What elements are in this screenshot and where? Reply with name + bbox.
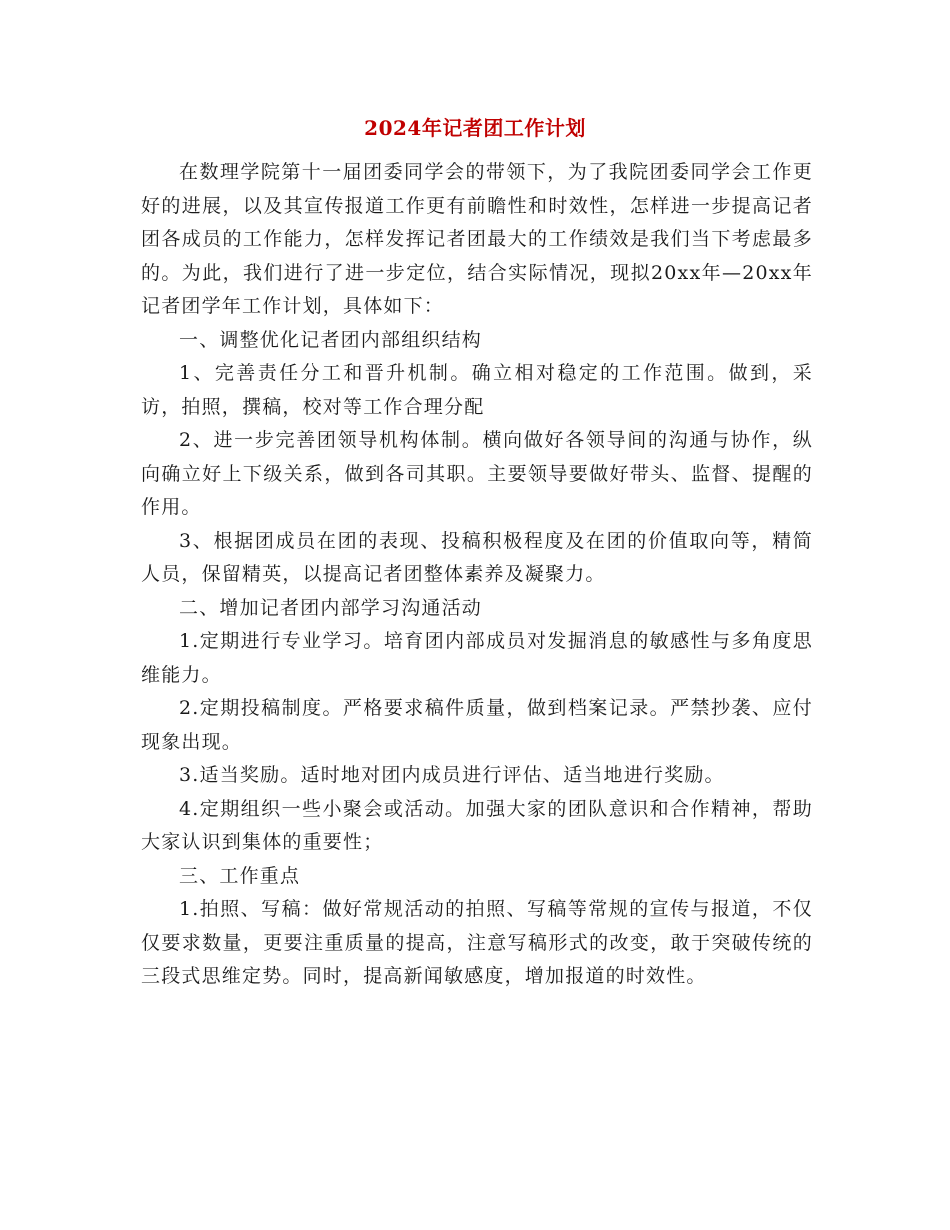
paragraph-intro: 在数理学院第十一届团委同学会的带领下，为了我院团委同学会工作更好的进展，以及其宣传报道工作更有前瞻性和时效性，怎样进一步提高记者团各成员的工作能力，怎样发挥记者团最大的工作绩效是我们当下考虑最多的。为此，我们进行了进一步定位，结合实际情况，现拟20xx年—20xx年记者团学年工作计划，具体如下： <box>141 161 813 317</box>
paragraph-2-2: 2.定期投稿制度。严格要求稿件质量，做到档案记录。严禁抄袭、应付现象出现。 <box>141 697 813 753</box>
section-heading-3: 三、工作重点 <box>179 864 301 887</box>
paragraph-1-3: 3、根据团成员在团的表现、投稿积极程度及在团的价值取向等，精简人员，保留精英，以提高记者团整体素养及凝聚力。 <box>141 529 813 585</box>
paragraph-1-1: 1、完善责任分工和晋升机制。确立相对稳定的工作范围。做到，采访，拍照，撰稿，校对等工作合理分配 <box>141 362 813 418</box>
document-title: 2024年记者团工作计划 <box>364 116 586 140</box>
paragraph-2-1: 1.定期进行专业学习。培育团内部成员对发掘消息的敏感性与多角度思维能力。 <box>141 630 813 686</box>
paragraph-1-2: 2、进一步完善团领导机构体制。横向做好各领导间的沟通与协作，纵向确立好上下级关系，做到各司其职。主要领导要做好带头、监督、提醒的作用。 <box>141 429 813 518</box>
paragraph-2-3: 3.适当奖励。适时地对团内成员进行评估、适当地进行奖励。 <box>179 764 725 786</box>
document-body <box>141 156 813 994</box>
paragraph-3-1: 1.拍照、写稿：做好常规活动的拍照、写稿等常规的宣传与报道，不仅仅要求数量，更要注重质量的提高，注意写稿形式的改变，敢于突破传统的三段式思维定势。同时，提高新闻敏感度，增加报道的时效性。 <box>141 898 813 987</box>
paragraph-2-4: 4.定期组织一些小聚会或活动。加强大家的团队意识和合作精神，帮助大家认识到集体的重要性； <box>141 797 813 853</box>
section-heading-2: 二、增加记者团内部学习沟通活动 <box>179 596 483 619</box>
section-heading-1: 一、调整优化记者团内部组织结构 <box>179 328 483 351</box>
